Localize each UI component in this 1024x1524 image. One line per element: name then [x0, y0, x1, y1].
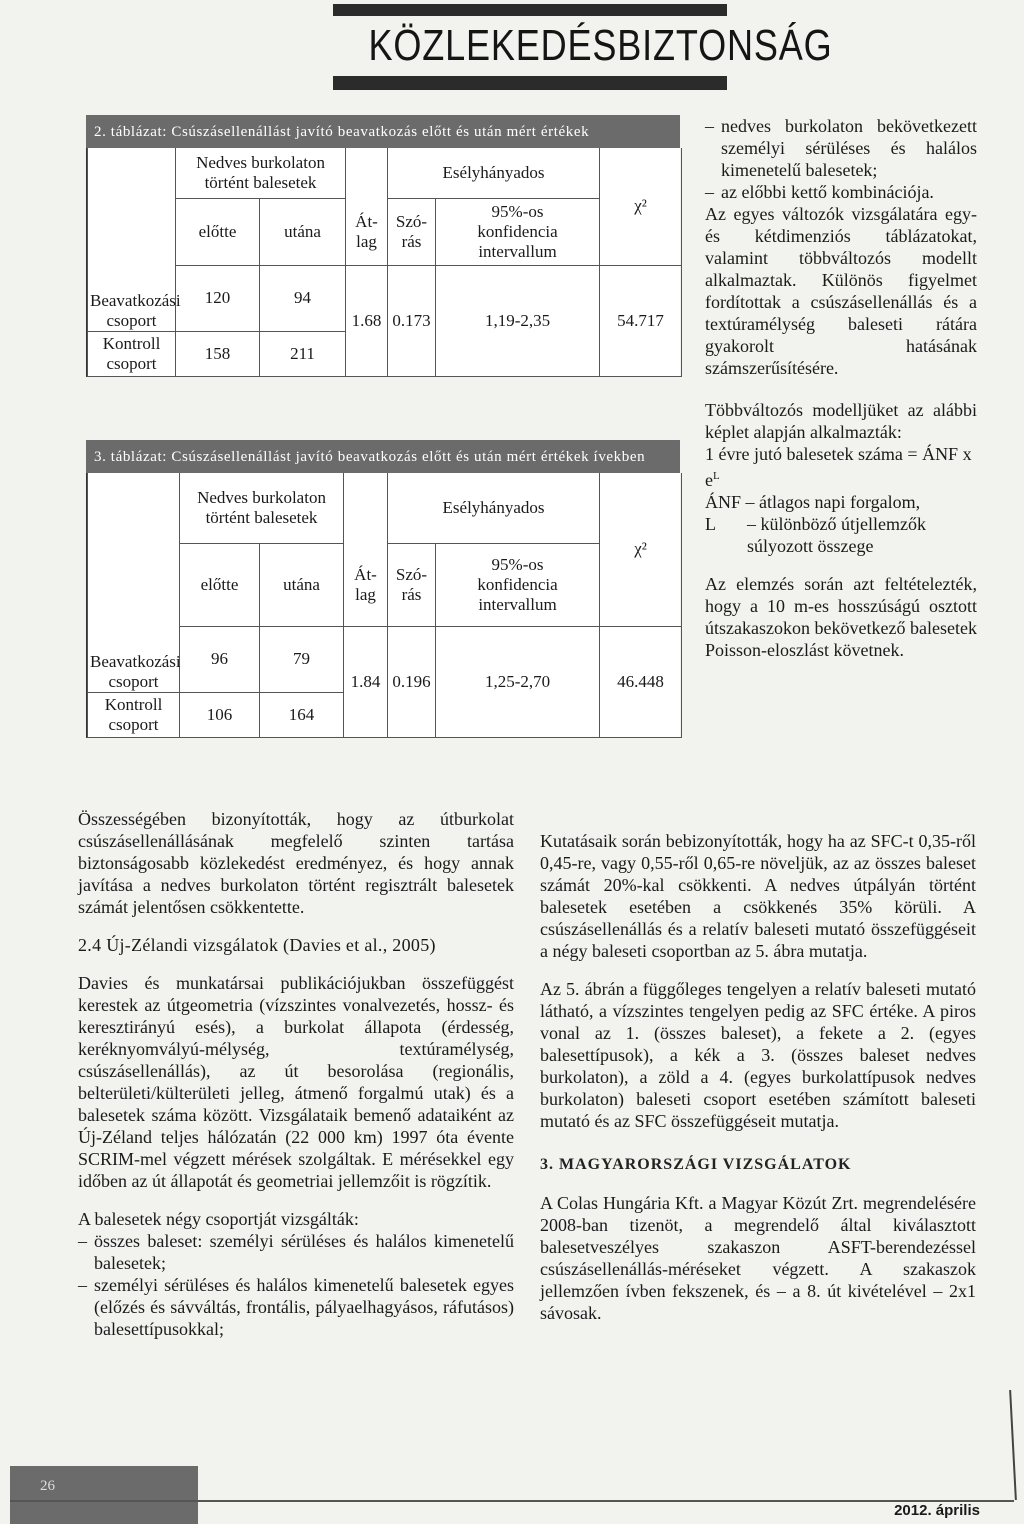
table-2-cell-before: 120 [176, 265, 260, 332]
table-2-row-label: Beavatkozási csoport [88, 265, 176, 332]
table-3-header-sd: Szó-rás [395, 564, 428, 604]
formula-exponent: L [713, 470, 720, 482]
formula-text: 1 évre jutó balesetek száma = ÁNF x e [705, 444, 972, 490]
journal-section-title: KÖZLEKEDÉSBIZTONSÁG [368, 21, 833, 70]
table-3-caption: 3. táblázat: Csúszásellenállást javító beavatkozás előtt és után mért értékek ívekben [86, 440, 680, 473]
right-bottom-column [540, 830, 976, 1324]
table-2-header-sd: Szó-rás [395, 211, 428, 251]
list-item-text: az előbbi kettő kombinációja. [721, 182, 934, 202]
table-3-cell-sd: 0.196 [392, 671, 431, 691]
table-3-header-after: utána [260, 543, 344, 626]
table-3-header-chi: χ² [600, 473, 682, 626]
table-3-corner [88, 473, 180, 543]
definition-symbol: L [705, 514, 716, 534]
table-2-row-label: Kontroll csoport [88, 332, 176, 376]
table-2-cell-before: 158 [176, 332, 260, 376]
paragraph: A balesetek négy csoportját vizsgálták: [78, 1209, 359, 1229]
table-3-body [86, 473, 680, 738]
table-3-cell-before: 106 [180, 693, 260, 737]
table-3-header-ci: 95%-os konfidencia intervallum [436, 543, 600, 626]
definition-text: – különböző útjellemzők súlyozott összege [747, 514, 926, 556]
table-3-header-crashes: Nedves burkolaton történt balesetek [180, 473, 344, 543]
section-heading-3: 3. MAGYARORSZÁGI VIZSGÁLATOK [540, 1156, 852, 1173]
table-3-cell-before: 96 [180, 626, 260, 693]
table-2-header-mean-wrap [346, 199, 388, 265]
table-3-header-spacer [344, 473, 388, 543]
table-3-cell-after: 164 [260, 693, 344, 737]
table-2 [86, 115, 680, 377]
paragraph: Davies és munkatársai publikációjukban összefüggést kerestek az útgeometria (vízszintes vonalvezetés, hossz- és keresztirányú esés), a burkolat állapota (érdesség, keréknyomvályú-mélység, textúramélység, csúszásellenállás), az út besorolása (regionális, belterületi/külterületi jelleg, átmenő forgalmú utak) és a balesetek száma között. Vizsgálataik bemenő adataiként az Új-Zéland teljes hálózatán (22 000 km) 1997 óta évente SCRIM-mel végzett mérések szolgáltak. E mérésekkel egy időben az út állapotát és geometriai jellemzőit is rögzítik. [78, 973, 514, 1191]
left-column [78, 808, 514, 1340]
table-2-header-odds: Esélyhányados [388, 148, 600, 198]
table-3-header-odds: Esélyhányados [388, 473, 600, 543]
table-3-header-mean-wrap [344, 544, 388, 626]
section-heading-2-4: 2.4 Új-Zélandi vizsgálatok (Davies et al., 2005) [78, 935, 436, 955]
table-2-header-mean: Át-lag [355, 211, 378, 251]
table-2-mean-wrap [346, 266, 388, 376]
list-item-text: összes baleset: személyi sérüléses és halálos kimenetelű balesetek; [94, 1231, 514, 1273]
footer-rule [10, 1500, 1014, 1502]
table-2-cell-after: 211 [260, 332, 346, 376]
table-3-mean-wrap [344, 627, 388, 737]
paragraph: A Colas Hungária Kft. a Magyar Közút Zrt. megrendelésére 2008-ban tizenöt, a megrendelő által kiválasztott balesetveszélyes szakaszon ASFT-berendezéssel csúszásellenállás-méréseket végzett. A szakaszok jellemzően ívben fekszenek, és – a 8. út kivételével – 2x1 sávosak. [540, 1193, 976, 1323]
table-2-cell-mean: 1.68 [351, 310, 382, 330]
table-2-body [86, 148, 680, 377]
header-bar-top [333, 4, 727, 16]
page-number-badge [10, 1466, 198, 1524]
definition: ÁNF – átlagos napi forgalom, [705, 492, 921, 512]
page-edge-line [1009, 1390, 1017, 1500]
paragraph: Összességében bizonyították, hogy az útburkolat csúszásellenállásának megfelelő szinten tartása biztonságosabb közlekedést eredményez, és hogy annak javítása a nedves burkolaton történt regisztrált balesetek számát jelentősen csökkentette. [78, 809, 514, 917]
paragraph: Az egyes változók vizsgálatára egy- és kétdimenziós táblázatokat, valamint többváltozós modellt alkalmaztak. Különös figyelmet fordítottak a csúszásellenállás és a textúramélység baleseti rátára gyakorolt hatásának számszerűsítésére. [705, 204, 977, 378]
list-item-text: nedves burkolaton bekövetkezett személyi sérüléses és halálos kimenetelű balesetek; [721, 116, 977, 180]
table-3-row-label: Kontroll csoport [88, 693, 180, 737]
table-3-cell-ci: 1,25-2,70 [436, 626, 600, 737]
table-3-header-mean: Át-lag [354, 564, 377, 604]
table-2-cell-sd: 0.173 [392, 310, 431, 330]
table-2-header-after: utána [260, 198, 346, 265]
paragraph: Kutatásaik során bebizonyították, hogy ha az SFC-t 0,35-ről 0,45-re, vagy 0,55-ről 0,65-re növeljük, az az összes baleset számát 20%-kal csökkenti. A nedves útpályán történt balesetek esetében a csökkenés 35% körüli. A csúszásellenállás és a relatív baleseti mutató összefüggéseit a négy baleseti csoportban az 5. ábra mutatja. [540, 831, 976, 961]
issue-date: 2012. április [894, 1502, 980, 1519]
header-bar-bottom [333, 76, 727, 90]
table-2-header-before: előtte [176, 198, 260, 265]
table-2-header-chi: χ² [600, 148, 682, 265]
list-item: – nedves burkolaton bekövetkezett személyi sérüléses és halálos kimenetelű balesetek; [705, 116, 977, 180]
list-item: – személyi sérüléses és halálos kimenetelű balesetek egyes (előzés és sávváltás, frontális, pályaelhagyásos, ráfutásos) balesettípusokkal; [78, 1275, 514, 1339]
table-3-cell-after: 79 [260, 626, 344, 693]
table-3-header-before: előtte [180, 543, 260, 626]
page-number: 26 [40, 1478, 55, 1494]
table-2-header-ci: 95%-os konfidencia intervallum [436, 198, 600, 265]
table-2-header-crashes: Nedves burkolaton történt balesetek [176, 148, 346, 198]
list-item: – az előbbi kettő kombinációja. [705, 181, 977, 203]
table-2-cell-ci: 1,19-2,35 [436, 265, 600, 376]
paragraph: Az elemzés során azt feltételezték, hogy a 10 m-es hosszúságú osztott útszakaszokon bekövetkező balesetek Poisson-eloszlást követnek. [705, 574, 977, 660]
definition [705, 513, 977, 557]
table-2-cell-chi: 54.717 [600, 265, 682, 376]
list-item-text: személyi sérüléses és halálos kimenetelű balesetek egyes (előzés és sávváltás, frontális, pályaelhagyásos, ráfutásos) balesettípusokkal; [94, 1275, 514, 1339]
table-2-cell-after: 94 [260, 265, 346, 332]
table-3 [86, 440, 680, 738]
paragraph: Az 5. ábrán a függőleges tengelyen a relatív baleseti mutató látható, a vízszintes tengelyen pedig az SFC értéke. A piros vonal az 1. (összes baleset), a fekete a 2. (egyes balesettípusok), a kék a 3. (összes baleset nedves burkolaton), a zöld a 4. (egyes burkolattípusok nedves burkolaton) baleseti csoport esetében számított baleseti mutató és az SFC összefüggéseit mutatja. [540, 979, 976, 1131]
table-2-corner [88, 148, 176, 198]
table-3-cell-chi: 46.448 [600, 626, 682, 737]
table-2-caption: 2. táblázat: Csúszásellenállást javító beavatkozás előtt és után mért értékek [86, 115, 680, 148]
paragraph: Többváltozós modelljüket az alábbi képlet alapján alkalmazták: [705, 400, 977, 442]
formula [705, 443, 977, 491]
table-2-header-spacer [346, 148, 388, 198]
list-item: – összes baleset: személyi sérüléses és halálos kimenetelű balesetek; [78, 1231, 514, 1273]
table-3-row-label: Beavatkozási csoport [88, 626, 180, 693]
table-2-corner-2 [88, 198, 176, 265]
table-3-corner-2 [88, 543, 180, 626]
right-column [705, 115, 977, 661]
table-3-cell-mean: 1.84 [350, 671, 381, 691]
